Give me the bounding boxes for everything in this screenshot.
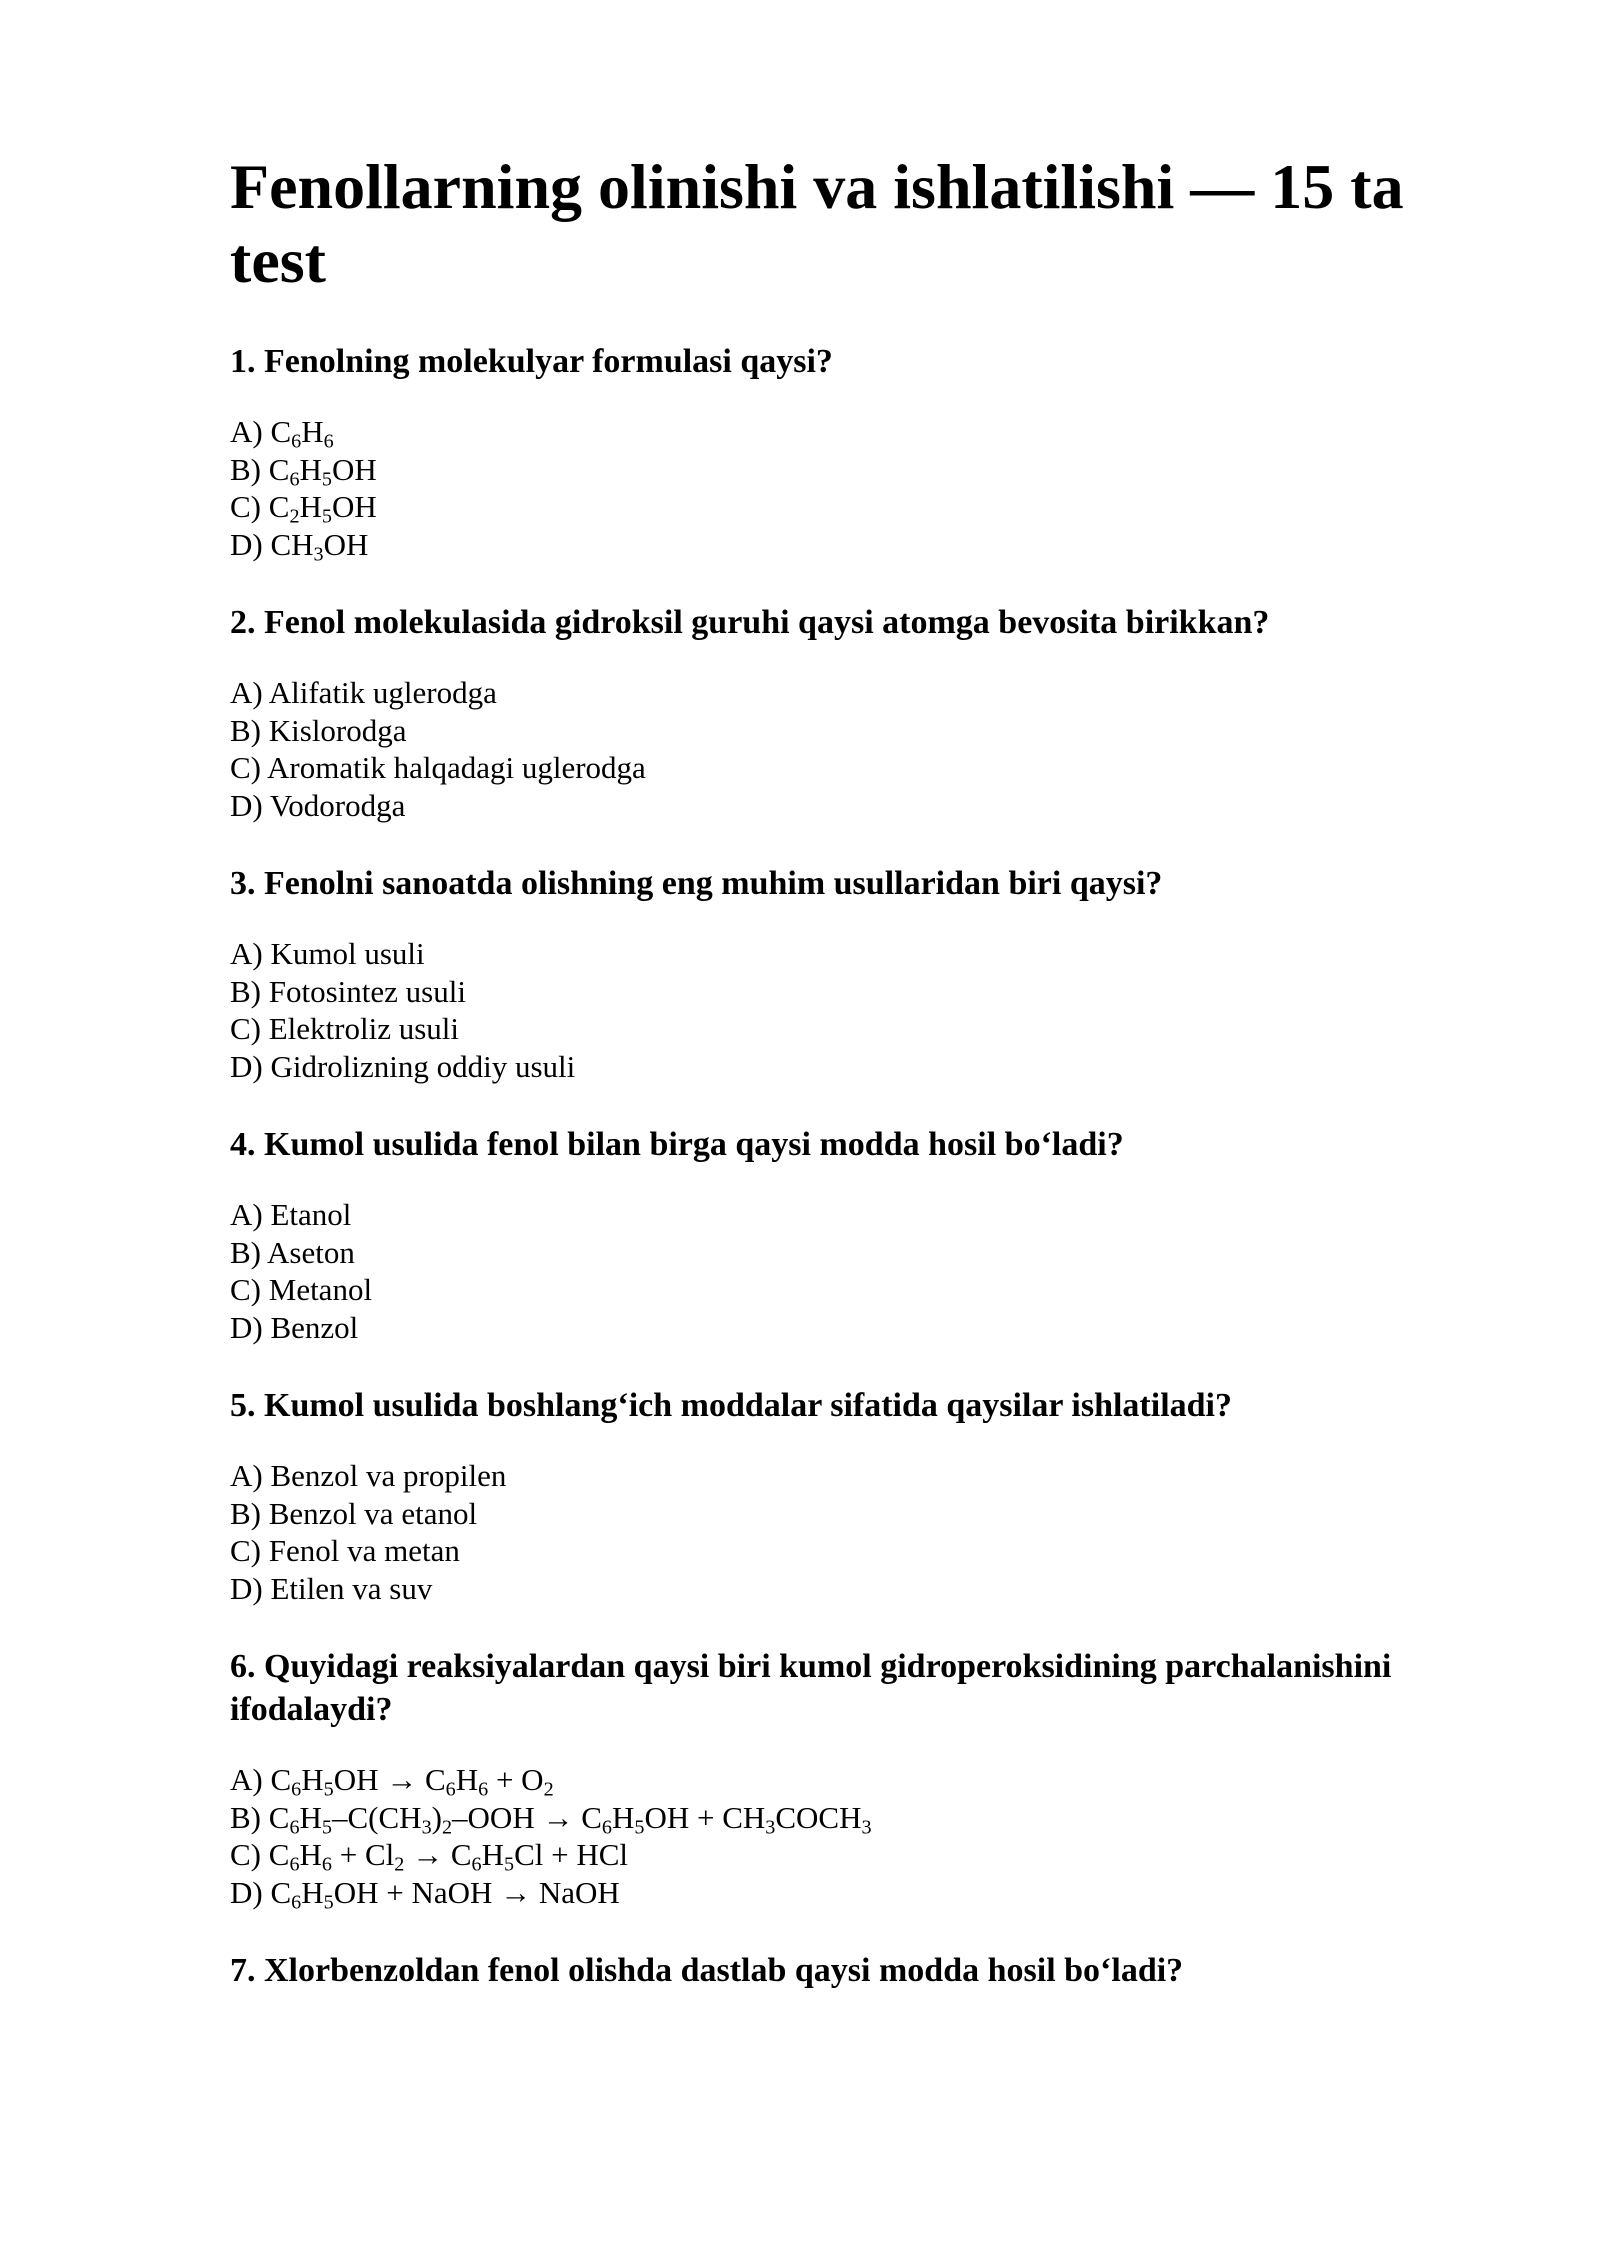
answer-option: C) Metanol — [230, 1272, 373, 1307]
answer-option: A) Benzol va propilen — [230, 1458, 507, 1493]
answer-option: D) Vodorodga — [230, 787, 406, 823]
answer-option: C) $C_2H_5OH$ — [230, 489, 377, 528]
answer-option: D) Etilen va suv — [230, 1570, 433, 1606]
answer-options — [230, 1457, 1490, 1607]
question-7 — [230, 1949, 1490, 1992]
answer-option: A) Etanol — [230, 1197, 352, 1232]
answer-option: D) $CH_3OH$ — [230, 526, 369, 566]
answer-option: A) $C_6H_5OH \to C_6H_6 + O_2$ — [230, 1762, 554, 1801]
answer-options — [230, 1761, 1490, 1914]
question-6 — [230, 1645, 1490, 1914]
answer-options — [230, 413, 1490, 566]
answer-options — [230, 1196, 1490, 1346]
questions-list — [230, 340, 1490, 1992]
answer-option: C) Elektroliz usuli — [230, 1011, 460, 1046]
question-title: 3. Fenolni sanoatda olishning eng muhim usullaridan biri qaysi? — [230, 865, 1163, 902]
answer-options — [230, 674, 1490, 824]
question-2 — [230, 601, 1490, 824]
answer-option: A) $C_6H_6$ — [230, 414, 334, 453]
answer-option: B) Fotosintez usuli — [230, 973, 466, 1009]
answer-options — [230, 935, 1490, 1085]
document-page — [230, 150, 1490, 1992]
answer-option: A) Kumol usuli — [230, 936, 425, 971]
question-5 — [230, 1384, 1490, 1607]
question-4 — [230, 1123, 1490, 1346]
question-title: 6. Quyidagi reaksiyalardan qaysi biri kumol gidroperoksidining parchalanishini ifodalaydi? — [230, 1648, 1392, 1728]
question-1 — [230, 340, 1490, 566]
question-title: 5. Kumol usulida boshlang‘ich moddalar sifatida qaysilar ishlatiladi? — [230, 1387, 1233, 1424]
document-title: Fenollarning olinishi va ishlatilishi — 15 ta test — [230, 151, 1404, 296]
question-title: 2. Fenol molekulasida gidroksil guruhi qaysi atomga bevosita birikkan? — [230, 604, 1270, 641]
answer-option: D) Gidrolizning oddiy usuli — [230, 1048, 576, 1084]
question-3 — [230, 862, 1490, 1085]
answer-option: B) Aseton — [230, 1234, 355, 1270]
answer-option: C) Fenol va metan — [230, 1533, 460, 1568]
answer-option: C) $C_6H_6 + Cl_2 \to C_6H_5Cl$ + HCl — [230, 1837, 629, 1876]
answer-option: B) Kislorodga — [230, 712, 407, 748]
answer-option: D) $C_6H_5OH$ + NaOH → NaOH — [230, 1874, 620, 1914]
question-title: 1. Fenolning molekulyar formulasi qaysi? — [230, 343, 833, 380]
question-title: 7. Xlorbenzoldan fenol olishda dastlab qaysi modda hosil bo‘ladi? — [230, 1952, 1184, 1989]
answer-option: A) Alifatik uglerodga — [230, 675, 497, 710]
answer-option: D) Benzol — [230, 1309, 359, 1345]
answer-option: B) Benzol va etanol — [230, 1495, 478, 1531]
question-title: 4. Kumol usulida fenol bilan birga qaysi modda hosil bo‘ladi? — [230, 1126, 1124, 1163]
answer-option: B) $C_6H_5-C(CH_3)_2$–OOH → $C_6H_5OH$ + $CH_3COCH_3$ — [230, 1799, 872, 1839]
answer-option: C) Aromatik halqadagi uglerodga — [230, 750, 646, 785]
answer-option: B) $C_6H_5OH$ — [230, 451, 377, 491]
